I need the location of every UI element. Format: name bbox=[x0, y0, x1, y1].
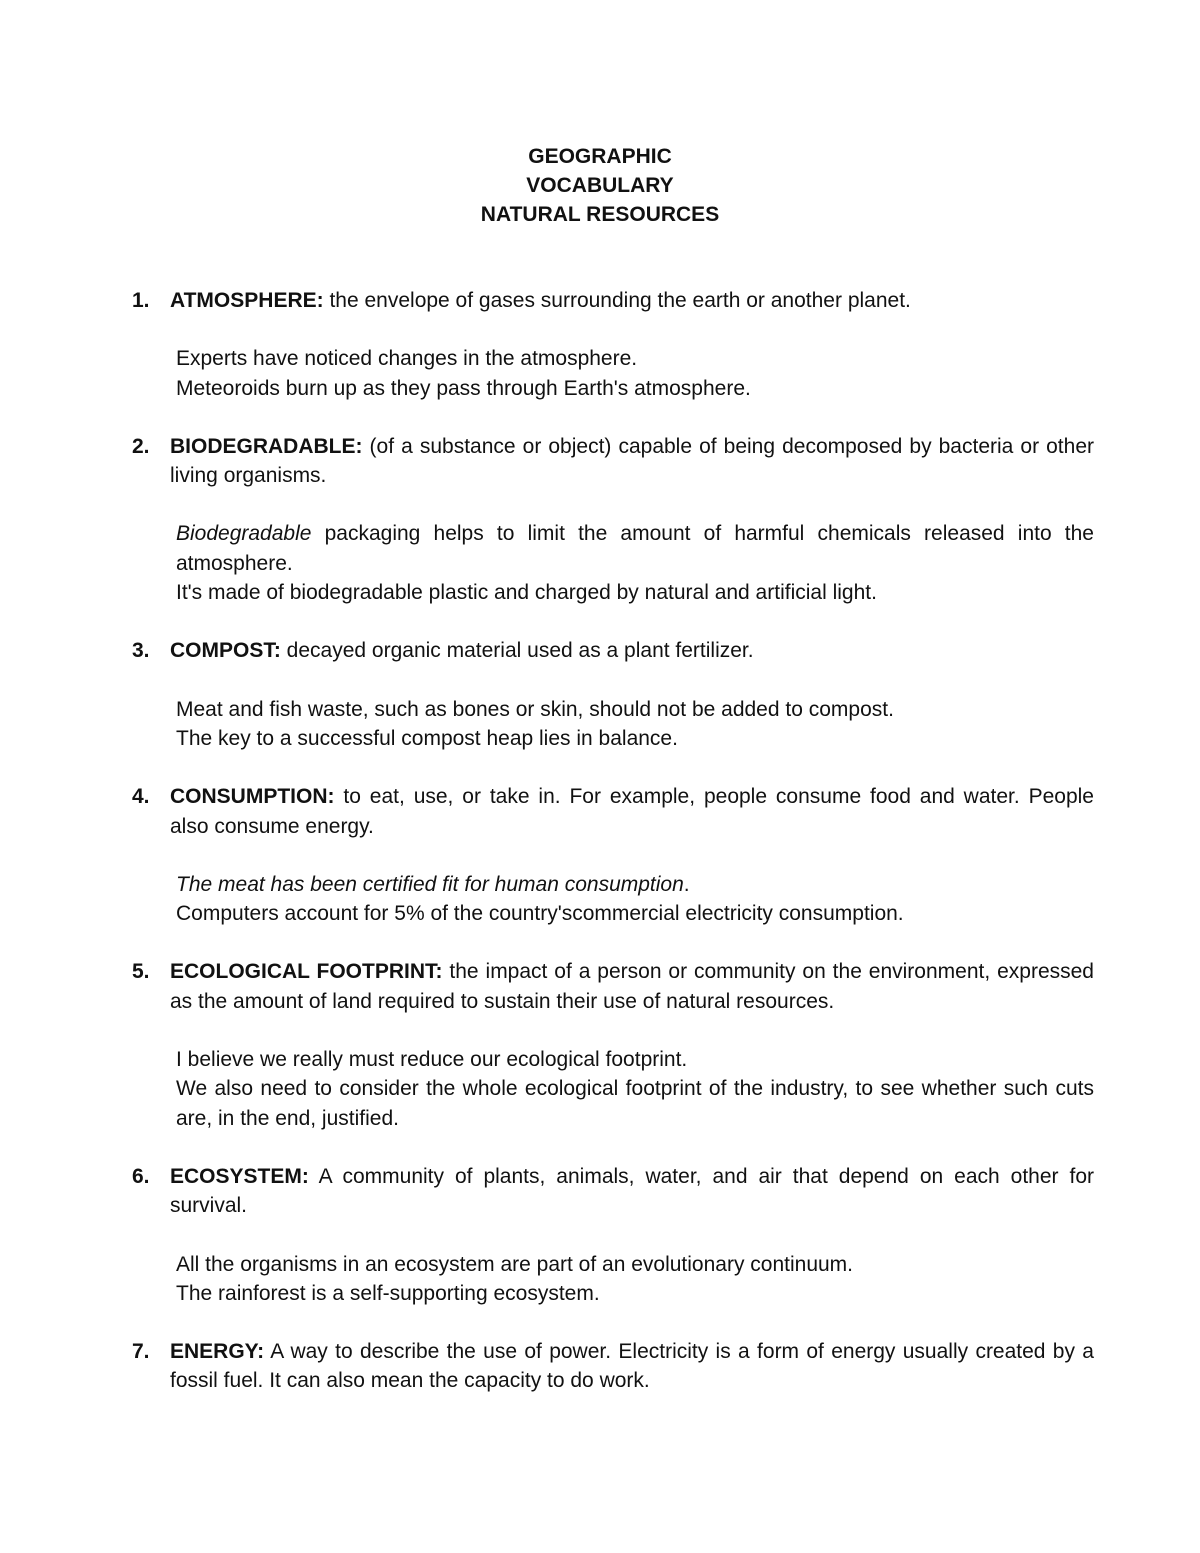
entry-examples bbox=[176, 1250, 1094, 1309]
example-text: We also need to consider the whole ecological footprint of the industry, to see whether such cuts are, in the end, justified. bbox=[176, 1077, 1094, 1130]
entry-term: ATMOSPHERE: bbox=[170, 289, 324, 312]
entry-term: BIODEGRADABLE: bbox=[170, 434, 363, 458]
vocabulary-entry bbox=[132, 1337, 1094, 1396]
example-sentence bbox=[176, 344, 1094, 373]
title-line-2: VOCABULARY bbox=[526, 174, 674, 197]
entry-examples bbox=[176, 519, 1094, 607]
entry-number: 2. bbox=[132, 434, 150, 458]
example-sentence bbox=[176, 899, 1094, 928]
entry-term: CONSUMPTION: bbox=[170, 785, 335, 809]
entry-number: 6. bbox=[132, 1164, 150, 1188]
entry-definition-text: A way to describe the use of power. Electricity is a form of energy usually created by a fossil fuel. It can also mean the capacity to do work. bbox=[170, 1340, 1094, 1393]
entry-examples bbox=[176, 344, 1094, 403]
entry-term: ECOLOGICAL FOOTPRINT: bbox=[170, 960, 443, 984]
example-sentence bbox=[176, 1045, 1094, 1074]
entry-definition-text: the impact of a person or community on the environment, expressed as the amount of land required to sustain their use of natural resources. bbox=[170, 960, 1094, 1013]
vocabulary-entry bbox=[132, 1162, 1094, 1308]
example-sentence bbox=[176, 1074, 1094, 1133]
entry-definition-text: (of a substance or object) capable of being decomposed by bacteria or other living organisms. bbox=[170, 434, 1094, 488]
example-text: Computers account for 5% of the country'scommercial electricity consumption. bbox=[176, 902, 904, 926]
entry-definition bbox=[170, 957, 1094, 1016]
vocabulary-entry bbox=[132, 286, 1094, 403]
entry-term: COMPOST: bbox=[170, 639, 281, 663]
example-text: All the organisms in an ecosystem are part of an evolutionary continuum. bbox=[176, 1252, 854, 1276]
entry-definition bbox=[170, 1337, 1094, 1396]
entry-definition-text: the envelope of gases surrounding the earth or another planet. bbox=[323, 289, 911, 312]
entry-examples bbox=[176, 1045, 1094, 1133]
example-sentence bbox=[176, 374, 1094, 403]
example-sentence bbox=[176, 695, 1094, 724]
entry-term: ENERGY: bbox=[170, 1340, 265, 1364]
vocabulary-list bbox=[132, 286, 1094, 1425]
entry-examples bbox=[176, 870, 1094, 929]
example-sentence bbox=[176, 724, 1094, 753]
entry-number: 1. bbox=[132, 289, 150, 312]
entry-examples bbox=[176, 695, 1094, 754]
title-line-1: GEOGRAPHIC bbox=[528, 145, 672, 168]
example-text: Meat and fish waste, such as bones or skin, should not be added to compost. bbox=[176, 697, 894, 721]
example-sentence bbox=[176, 1279, 1094, 1308]
example-sentence bbox=[176, 519, 1094, 578]
example-italic-text: The meat has been certified fit for human consumption bbox=[176, 872, 684, 896]
example-text: Experts have noticed changes in the atmosphere. bbox=[176, 347, 638, 371]
entry-number: 5. bbox=[132, 960, 150, 984]
entry-definition-text: decayed organic material used as a plant fertilizer. bbox=[280, 639, 754, 663]
entry-definition bbox=[170, 636, 1094, 665]
document-title bbox=[0, 142, 1200, 229]
example-text: The key to a successful compost heap lies in balance. bbox=[176, 726, 678, 750]
entry-definition-text: to eat, use, or take in. For example, people consume food and water. People also consume energy. bbox=[170, 785, 1094, 838]
entry-definition bbox=[170, 1162, 1094, 1221]
example-text: . bbox=[683, 872, 690, 896]
entry-definition bbox=[170, 432, 1094, 491]
entry-number: 3. bbox=[132, 639, 150, 663]
vocabulary-entry bbox=[132, 782, 1094, 928]
example-sentence bbox=[176, 1250, 1094, 1279]
example-sentence bbox=[176, 870, 1094, 899]
example-text: It's made of biodegradable plastic and charged by natural and artificial light. bbox=[176, 581, 877, 605]
example-text: The rainforest is a self-supporting ecosystem. bbox=[176, 1281, 600, 1305]
entry-definition bbox=[170, 286, 1094, 315]
example-text: packaging helps to limit the amount of harmful chemicals released into the atmosphere. bbox=[176, 522, 1094, 575]
entry-definition bbox=[170, 782, 1094, 841]
vocabulary-entry bbox=[132, 636, 1094, 753]
example-text: I believe we really must reduce our ecological footprint. bbox=[176, 1048, 688, 1072]
example-text: Meteoroids burn up as they pass through Earth's atmosphere. bbox=[176, 376, 751, 400]
vocabulary-entry bbox=[132, 957, 1094, 1132]
entry-definition-text: A community of plants, animals, water, and air that depend on each other for survival. bbox=[170, 1164, 1094, 1218]
entry-number: 4. bbox=[132, 785, 150, 809]
vocabulary-entry bbox=[132, 432, 1094, 607]
example-sentence bbox=[176, 578, 1094, 607]
example-italic-text: Biodegradable bbox=[176, 522, 312, 546]
entry-term: ECOSYSTEM: bbox=[170, 1164, 309, 1188]
entry-number: 7. bbox=[132, 1340, 150, 1364]
title-line-3: NATURAL RESOURCES bbox=[480, 203, 720, 226]
